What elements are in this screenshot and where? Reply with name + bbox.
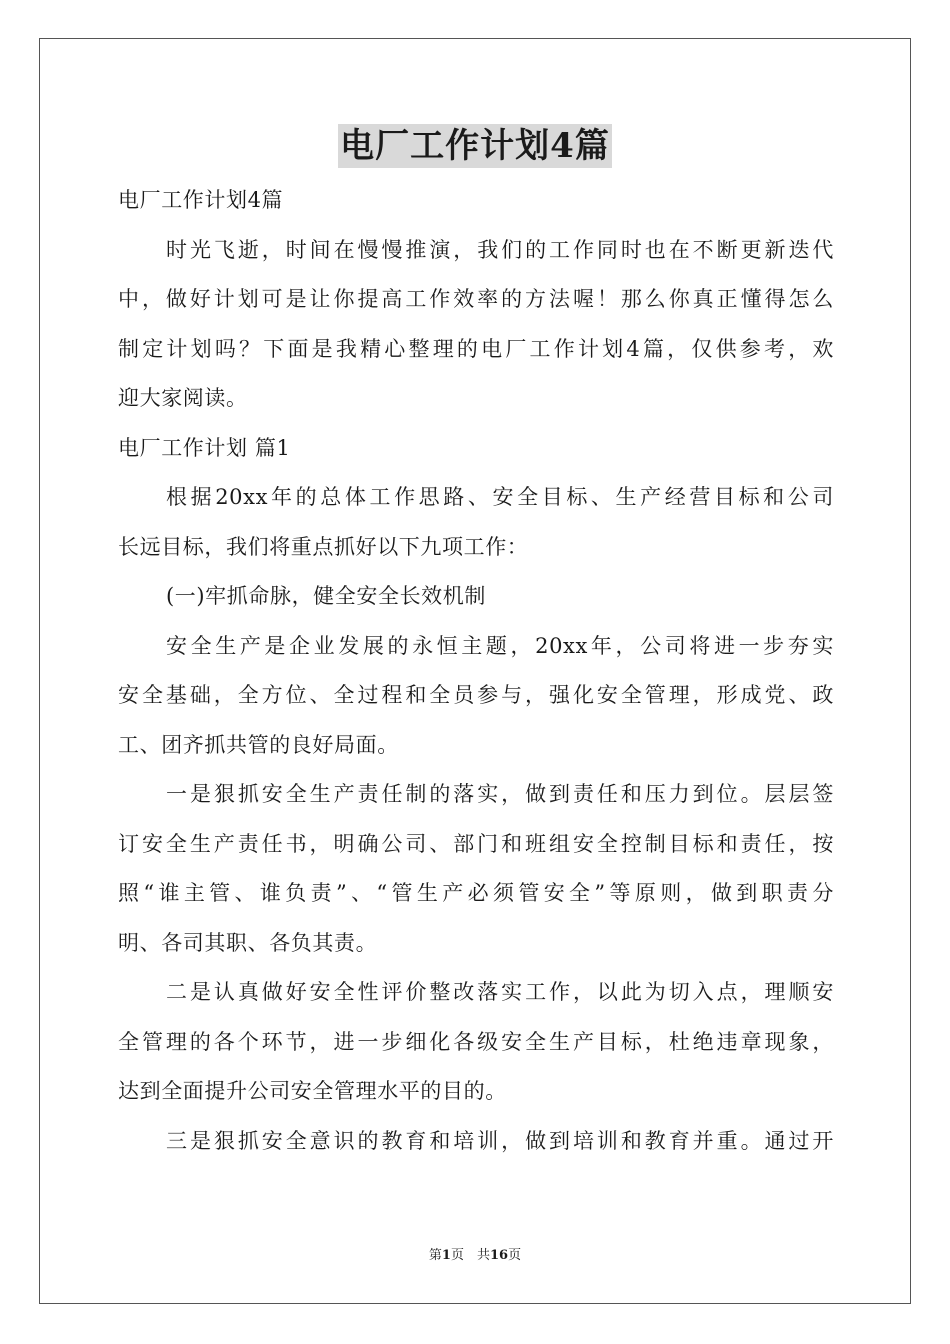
body-line: 明、各司其职、各负其责。 <box>118 930 378 955</box>
subtitle-line: 电厂工作计划4篇 <box>118 188 284 212</box>
body-line: 根据20xx年的总体工作思路、安全目标、生产经营目标和公司 <box>166 485 834 509</box>
body-line: 达到全面提升公司安全管理水平的目的。 <box>118 1079 507 1103</box>
body-line: 订安全生产责任书，明确公司、部门和班组安全控制目标和责任，按 <box>118 831 834 856</box>
body-line: 二是认真做好安全性评价整改落实工作，以此为切入点，理顺安 <box>166 980 834 1004</box>
section-heading: 电厂工作计划 篇1 <box>118 435 291 460</box>
body-line: 安全生产是企业发展的永恒主题，20xx年，公司将进一步夯实 <box>166 633 834 658</box>
current-page-number: 1 <box>441 1248 451 1263</box>
body-line: 时光飞逝，时间在慢慢推演，我们的工作同时也在不断更新迭代 <box>166 237 834 262</box>
subsection-heading: (一)牢抓命脉，健全安全长效机制 <box>166 584 486 608</box>
body-line: 安全基础，全方位、全过程和全员参与，强化安全管理，形成党、政 <box>118 683 834 707</box>
body-line: 制定计划吗？下面是我精心整理的电厂工作计划4篇，仅供参考，欢 <box>118 336 834 361</box>
body-line: 中，做好计划可是让你提高工作效率的方法喔！那么你真正懂得怎么 <box>118 287 834 311</box>
document-title: 电厂工作计划4篇 <box>340 126 610 166</box>
document-body <box>118 176 834 1166</box>
title-area <box>0 124 950 168</box>
body-line: 一是狠抓安全生产责任制的落实，做到责任和压力到位。层层签 <box>166 782 834 806</box>
page-mid: 页 共 <box>450 1248 490 1263</box>
body-line: 全管理的各个环节，进一步细化各级安全生产目标，杜绝违章现象， <box>118 1029 834 1054</box>
page-footer <box>0 1247 950 1265</box>
body-line: 照“谁主管、谁负责”、“管生产必须管安全”等原则，做到职责分 <box>118 881 834 905</box>
page-prefix: 第 <box>428 1248 442 1263</box>
body-line: 三是狠抓安全意识的教育和培训，做到培训和教育并重。通过开 <box>166 1128 834 1153</box>
total-page-number: 16 <box>489 1248 509 1263</box>
page-suffix: 页 <box>508 1248 522 1263</box>
body-line: 迎大家阅读。 <box>118 386 248 410</box>
body-line: 长远目标，我们将重点抓好以下九项工作： <box>118 534 529 559</box>
body-line: 工、团齐抓共管的良好局面。 <box>118 732 399 757</box>
